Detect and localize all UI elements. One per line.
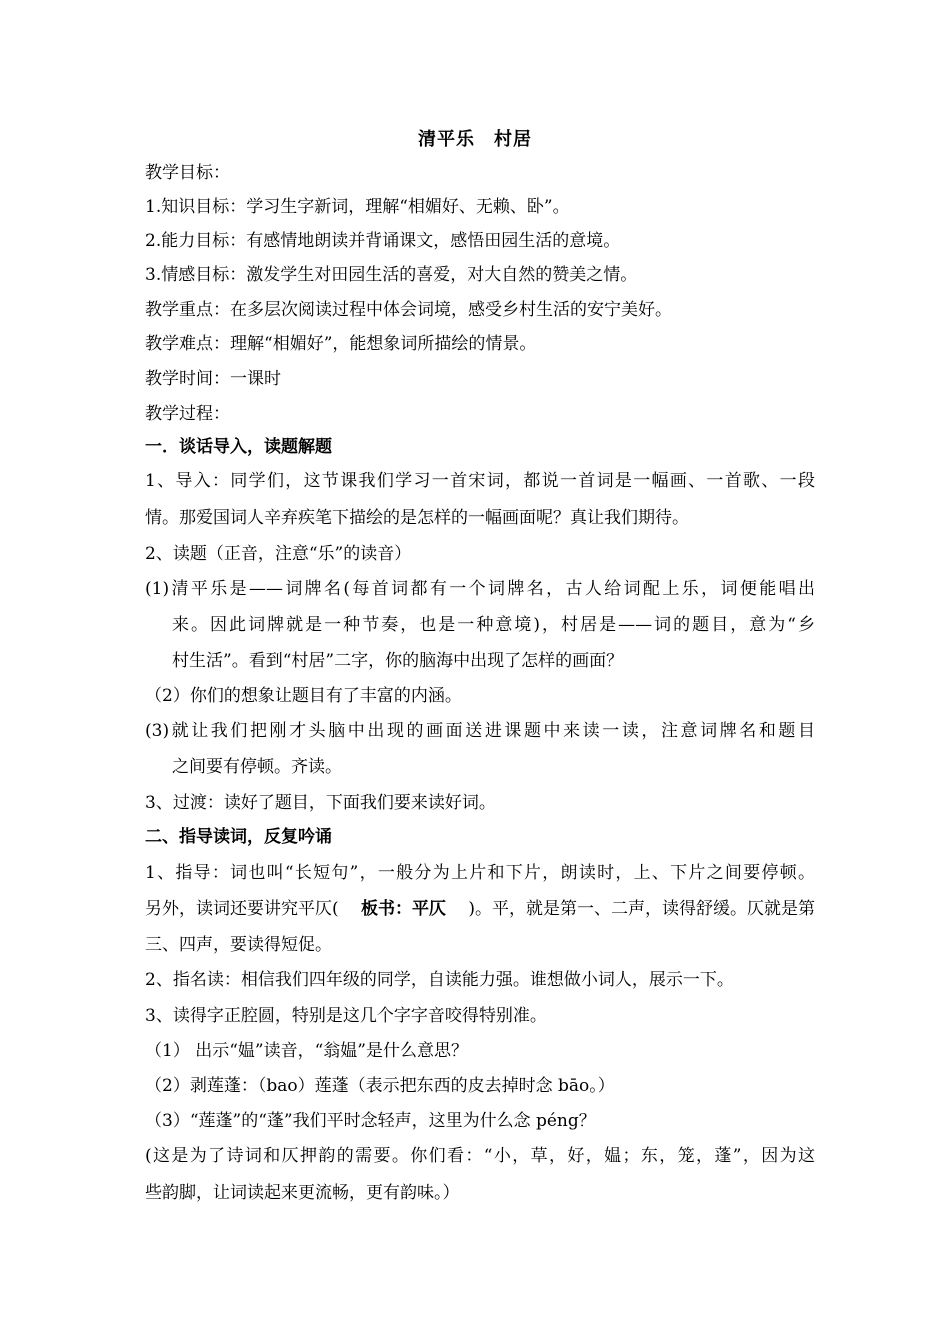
document-title: 清平乐 村居: [418, 129, 532, 150]
heading-process: 教学过程：: [145, 404, 230, 424]
paragraph-line: 之间要有停顿。齐读。: [172, 757, 342, 777]
paragraph-line: 1、指导：词也叫“长短句”，一般分为上片和下片，朗读时，上、下片之间要停顿。: [145, 863, 815, 883]
paragraph-line: 些韵脚，让词读起来更流畅，更有韵味。）: [145, 1183, 460, 1203]
section-1-heading: 一．谈话导入，读题解题: [145, 437, 332, 457]
paragraph-line: 2、指名读：相信我们四年级的同学，自读能力强。谁想做小词人，展示一下。: [145, 970, 734, 990]
paragraph-line: （2）你们的想象让题目有了丰富的内涵。: [145, 686, 462, 706]
objective-1: 1.知识目标：学习生字新词，理解“相媚好、无赖、卧”。: [145, 197, 570, 217]
paragraph-line: (1)清平乐是——词牌名(每首词都有一个词牌名，古人给词配上乐，词便能唱出: [145, 579, 815, 599]
key-point: 教学重点：在多层次阅读过程中体会词境，感受乡村生活的安宁美好。: [145, 300, 672, 320]
paragraph-line: 村生活”。看到“村居”二字，你的脑海中出现了怎样的画面？: [172, 651, 624, 671]
text-span: )。平，就是第一、二声，读得舒缓。仄就是第: [468, 899, 815, 919]
paragraph-line: 1、导入：同学们，这节课我们学习一首宋词，都说一首词是一幅画、一首歌、一段: [145, 471, 815, 491]
objective-3: 3.情感目标：激发学生对田园生活的喜爱，对大自然的赞美之情。: [145, 265, 638, 285]
paragraph-line: 三、四声，要读得短促。: [145, 935, 332, 955]
board-note: 板书：平仄: [361, 899, 446, 919]
text-span: 另外，读词还要讲究平仄(: [145, 899, 339, 919]
paragraph-line: （1） 出示“媪”读音，“翁媪”是什么意思？: [145, 1041, 468, 1061]
teaching-time: 教学时间：一课时: [145, 369, 281, 389]
objective-2: 2.能力目标：有感情地朗读并背诵课文，感悟田园生活的意境。: [145, 231, 621, 251]
paragraph-line: 2、读题（正音，注意“乐”的读音）: [145, 544, 412, 564]
paragraph-line: （2）剥莲蓬：（bao）莲蓬（表示把东西的皮去掉时念 bāo。）: [145, 1076, 615, 1096]
paragraph-line: 3、读得字正腔圆，特别是这几个字字音咬得特别准。: [145, 1006, 547, 1026]
heading-objectives: 教学目标：: [145, 163, 230, 183]
paragraph-line: （3）“莲蓬”的“蓬”我们平时念轻声，这里为什么念 péng？: [145, 1111, 596, 1131]
difficulty: 教学难点：理解“相媚好”，能想象词所描绘的情景。: [145, 334, 537, 354]
paragraph-line: 来。因此词牌就是一种节奏，也是一种意境)，村居是——词的题目，意为“乡: [172, 615, 815, 635]
paragraph-line: [145, 898, 815, 920]
paragraph-line: 情。那爱国词人辛弃疾笔下描绘的是怎样的一幅画面呢？真让我们期待。: [145, 508, 689, 528]
section-2-heading: 二、指导读词，反复吟诵: [145, 827, 332, 847]
paragraph-line: (3)就让我们把刚才头脑中出现的画面送进课题中来读一读，注意词牌名和题目: [145, 721, 815, 741]
paragraph-line: 3、过渡：读好了题目，下面我们要来读好词。: [145, 793, 496, 813]
paragraph-line: (这是为了诗词和仄押韵的需要。你们看：“小，草，好，媪；东，笼，蓬”，因为这: [145, 1146, 815, 1166]
